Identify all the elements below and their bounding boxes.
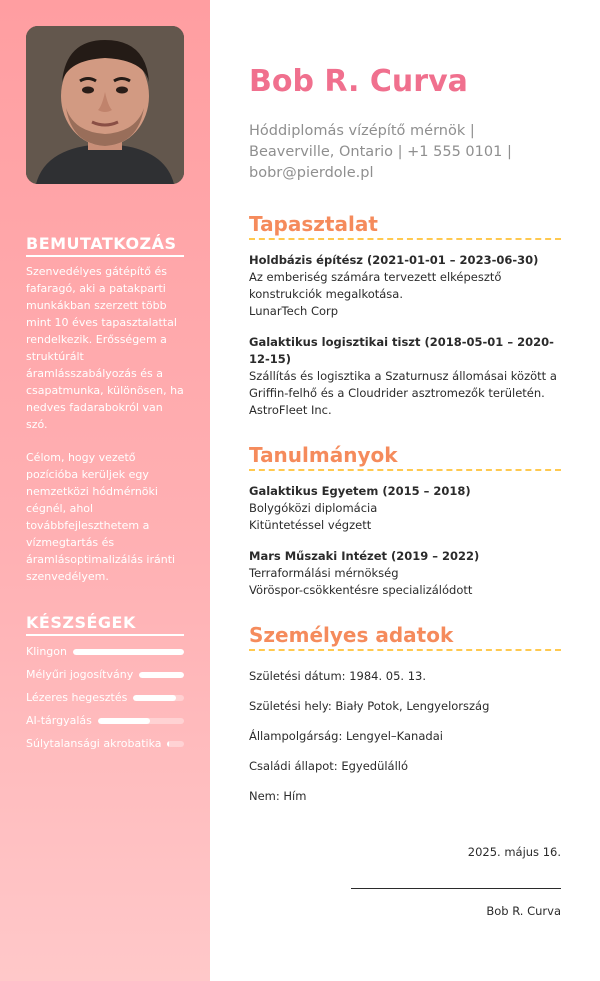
experience-item xyxy=(249,334,561,419)
experience-company: LunarTech Corp xyxy=(249,304,339,318)
experience-description: Szállítás és logisztika a Szaturnusz állomásai között a Griffin-felhő és a Cloudrider asztromezők területén. xyxy=(249,369,557,400)
signature-name: Bob R. Curva xyxy=(486,904,561,918)
personal-item: Születési dátum: 1984. 05. 13. xyxy=(249,669,427,683)
education-line: Kitüntetéssel végzett xyxy=(249,518,372,532)
experience-heading: Tapasztalat xyxy=(249,212,561,240)
skill-fill xyxy=(139,672,184,678)
intro-paragraph: Szenvedélyes gátépítő és fafaragó, aki a patakparti munkákban szerzett több mint 10 éves tapasztalattal rendelkezik. Erősségem a struktúrált áramlásszabályozás és a csapatmunka, különösen, ha nedves fadarabokról van szó. xyxy=(26,265,184,431)
experience-list xyxy=(249,252,561,419)
skill-fill xyxy=(167,741,169,747)
skill-item xyxy=(26,709,184,732)
portrait-image xyxy=(26,26,184,184)
experience-item xyxy=(249,252,561,320)
skill-item xyxy=(26,686,184,709)
personal-list xyxy=(249,669,561,819)
personal-item: Születési hely: Biały Potok, Lengyelország xyxy=(249,699,490,713)
skill-bar xyxy=(139,672,184,678)
skill-bar xyxy=(73,649,184,655)
skill-label: Lézeres hegesztés xyxy=(26,691,128,704)
education-title: Mars Műszaki Intézet (2019 – 2022) xyxy=(249,549,480,563)
skill-item xyxy=(26,732,184,755)
personal-item: Családi állapot: Egyedülálló xyxy=(249,759,409,773)
skill-item xyxy=(26,663,184,686)
skill-label: Klingon xyxy=(26,645,67,658)
person-name: Bob R. Curva xyxy=(249,64,468,99)
skill-fill xyxy=(98,718,150,724)
skill-bar xyxy=(167,741,184,747)
personal-item: Nem: Hím xyxy=(249,789,307,803)
education-title: Galaktikus Egyetem (2015 – 2018) xyxy=(249,484,471,498)
skill-fill xyxy=(73,649,184,655)
experience-company: AstroFleet Inc. xyxy=(249,403,332,417)
skill-label: Súlytalansági akrobatika xyxy=(26,737,162,750)
education-list xyxy=(249,483,561,599)
skills-heading: KÉSZSÉGEK xyxy=(26,613,184,636)
education-item xyxy=(249,548,561,599)
experience-description: Az emberiség számára tervezett elképesztő konstrukciók megalkotása. xyxy=(249,270,502,301)
skills-list xyxy=(26,640,184,755)
experience-title: Holdbázis építész (2021-01-01 – 2023-06-30) xyxy=(249,253,539,267)
skill-bar xyxy=(98,718,184,724)
contact-subtitle: Hóddiplomás vízépítő mérnök | Beaverville, Ontario | +1 555 0101 | bobr@pierdole.pl xyxy=(249,123,512,181)
document-date: 2025. május 16. xyxy=(467,845,561,859)
skill-label: AI-tárgyalás xyxy=(26,714,92,727)
education-line: Bolygóközi diplomácia xyxy=(249,501,378,515)
personal-item: Állampolgárság: Lengyel–Kanadai xyxy=(249,729,443,743)
education-line: Terraformálási mérnökség xyxy=(249,566,399,580)
personal-heading: Személyes adatok xyxy=(249,623,561,651)
goal-paragraph: Célom, hogy vezető pozícióba kerüljek egy nemzetközi hódmérnöki cégnél, ahol továbbfejleszthetem a vízmegtartás és áramlásoptimalizálás iránti szenvedélyem. xyxy=(26,451,176,583)
profile-photo xyxy=(26,26,184,184)
intro-heading: BEMUTATKOZÁS xyxy=(26,234,184,257)
skill-label: Mélyűri jogosítvány xyxy=(26,668,134,681)
skill-bar xyxy=(133,695,184,701)
education-item xyxy=(249,483,561,534)
experience-title: Galaktikus logisztikai tiszt (2018-05-01 – 2020-12-15) xyxy=(249,335,554,366)
sidebar xyxy=(0,0,210,981)
main-content xyxy=(249,0,561,918)
skill-fill xyxy=(133,695,176,701)
signature-line xyxy=(249,879,561,892)
skill-item xyxy=(26,640,184,663)
education-heading: Tanulmányok xyxy=(249,443,561,471)
education-line: Vöröspor-csökkentésre specializálódott xyxy=(249,583,473,597)
